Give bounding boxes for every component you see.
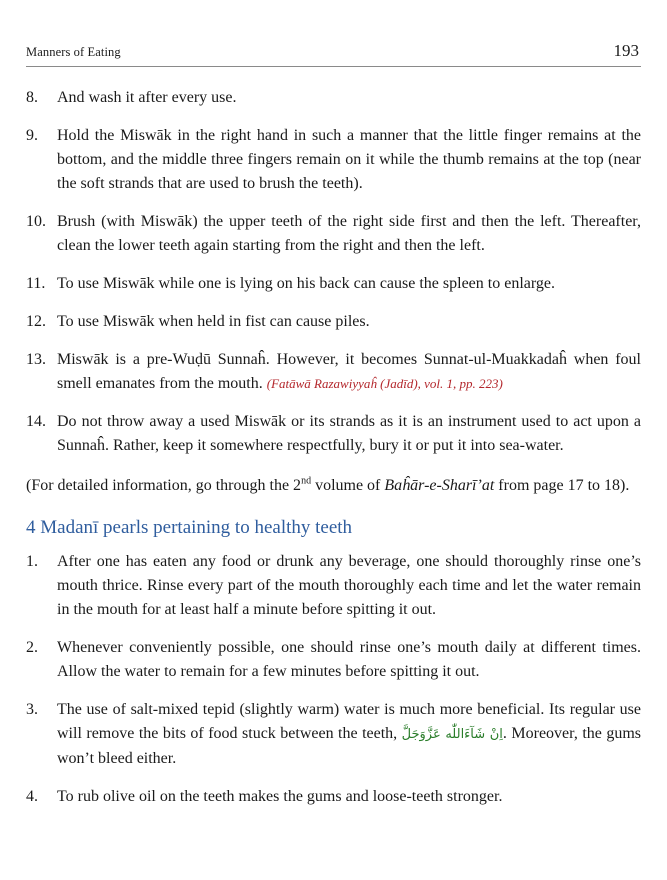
item-number: 2.	[26, 639, 38, 656]
reference-note	[26, 474, 641, 498]
list-item	[26, 636, 641, 684]
list-item	[26, 550, 641, 622]
item-text: The use of salt-mixed tepid (slightly warm) water is much more beneficial. Its regular use will remove the bits of food stuck between the teeth,	[57, 701, 641, 742]
item-number: 10.	[26, 213, 46, 230]
item-number: 9.	[26, 127, 38, 144]
note-text: (For detailed information, go through the 2	[26, 477, 302, 494]
item-number: 11.	[26, 275, 46, 292]
page-content	[26, 86, 641, 823]
list-item	[26, 124, 641, 196]
list-item	[26, 698, 641, 771]
chapter-title: Manners of Eating	[26, 45, 121, 59]
list-item	[26, 785, 641, 809]
item-text: Brush (with Miswāk) the upper teeth of the right side first and then the left. Thereafter, clean the lower teeth again starting from the right and then the left.	[57, 213, 641, 254]
item-text: Do not throw away a used Miswāk or its strands as it is an instrument used to act upon a Sunnaĥ. Rather, keep it somewhere respectfully, bury it or put it into sea-water.	[57, 413, 641, 454]
item-number: 13.	[26, 351, 46, 368]
list-item	[26, 410, 641, 458]
book-title: Baĥār-e-Sharī’at	[384, 477, 495, 494]
item-number: 8.	[26, 89, 38, 106]
section-heading: 4 Madanī pearls pertaining to healthy teeth	[26, 517, 353, 538]
item-number: 1.	[26, 553, 38, 570]
item-text-after: . Moreover, the gums won’t bleed either.	[57, 725, 642, 767]
item-text: To use Miswāk while one is lying on his back can cause the spleen to enlarge.	[57, 275, 556, 292]
citation: (Fatāwā Razawiyyaĥ (Jadīd), vol. 1, pp. 223)	[266, 376, 503, 391]
list-item	[26, 310, 641, 334]
item-number: 14.	[26, 413, 46, 430]
arabic-phrase: اِنْ شَآءَاللّٰه عَزَّوَجَلَّ	[401, 727, 503, 742]
item-text: And wash it after every use.	[57, 89, 237, 106]
list-item	[26, 348, 641, 396]
list-item	[26, 210, 641, 258]
item-number: 12.	[26, 313, 46, 330]
item-text: Whenever conveniently possible, one should rinse one’s mouth daily at different times. Allow the water to remain for a few minutes before spitting it out.	[57, 639, 641, 680]
list-item	[26, 86, 641, 110]
note-text: from page 17 to 18).	[494, 477, 630, 494]
item-text: To rub olive oil on the teeth makes the gums and loose-teeth stronger.	[57, 788, 503, 805]
item-number: 4.	[26, 788, 38, 805]
item-text: Miswāk is a pre-Wuḍū Sunnaĥ. However, it becomes Sunnat-ul-Muakkadaĥ when foul smell emanates from the mouth.	[57, 351, 641, 392]
ordinal-suffix: nd	[301, 475, 312, 487]
item-number: 3.	[26, 701, 38, 718]
item-text: After one has eaten any food or drunk any beverage, one should thoroughly rinse one’s mouth thrice. Rinse every part of the mouth thoroughly each time and let the water remain in the mouth for at least half a minute before spitting it out.	[57, 553, 641, 618]
page-number: 193	[613, 41, 639, 60]
list-item	[26, 272, 641, 296]
running-header	[26, 40, 641, 67]
item-text: To use Miswāk when held in fist can cause piles.	[57, 313, 370, 330]
item-text-wrap	[57, 698, 641, 771]
note-text: volume of	[311, 477, 385, 494]
item-text-wrap	[57, 348, 641, 396]
item-text: Hold the Miswāk in the right hand in such a manner that the little finger remains at the bottom, and the middle three fingers remain on it while the thumb remains at the top (near the soft strands that are used to brush the teeth).	[57, 127, 641, 192]
